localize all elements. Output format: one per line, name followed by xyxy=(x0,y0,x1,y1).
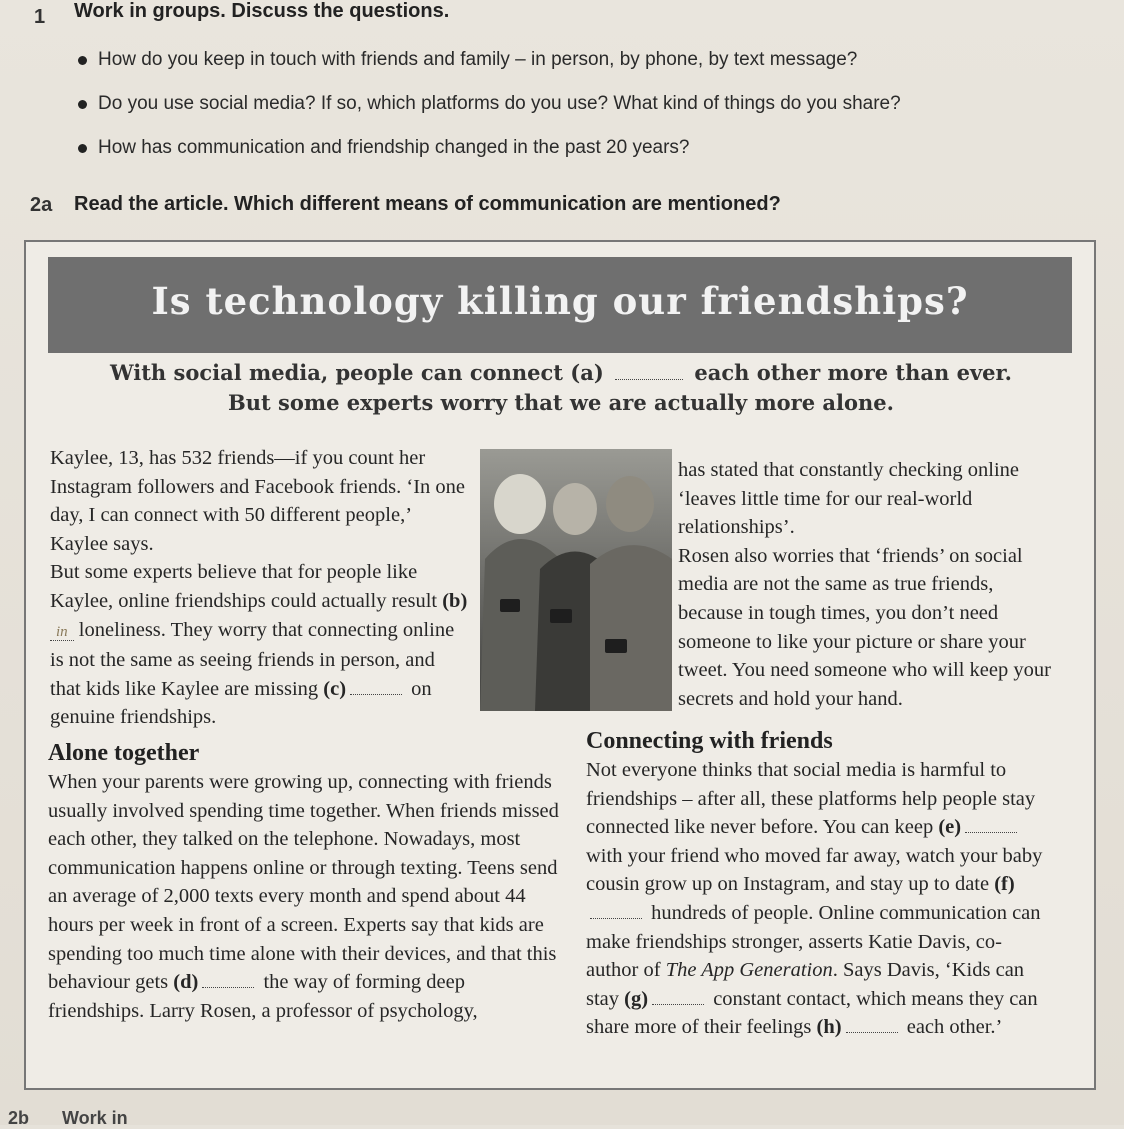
paragraph-text: loneliness. They worry that connecting online is not the same as seeing friends in person, and that kids like Kaylee are missing xyxy=(50,618,455,700)
exercise-2a-title: Read the article. Which different means of communication are mentioned? xyxy=(74,193,781,215)
paragraph-kaylee: Kaylee, 13, has 532 friends—if you count her Instagram followers and Facebook friends. ‘In one day, I can connect with 50 different people,’ Kaylee says. xyxy=(50,447,465,555)
column-left-intro xyxy=(50,444,470,732)
section-alone-together xyxy=(48,738,560,1025)
gap-f-label: (f) xyxy=(994,873,1015,896)
article-banner xyxy=(48,257,1072,353)
exercise-2b-title: Work in xyxy=(62,1108,128,1128)
discussion-questions xyxy=(78,40,978,172)
gap-h-blank[interactable] xyxy=(846,1031,898,1033)
paragraph-text: Not everyone thinks that social media is harmful to friendships – after all, these platforms help people stay connected like never before. You can keep xyxy=(586,759,1036,839)
paragraph-alone-together xyxy=(48,768,560,1025)
gap-g-label: (g) xyxy=(624,987,649,1010)
gap-a-blank[interactable] xyxy=(615,378,683,380)
gap-e-blank[interactable] xyxy=(965,831,1017,833)
question-item: How do you keep in touch with friends and family – in person, by phone, by text message? xyxy=(78,40,978,84)
article-subtitle-line-2: But some experts worry that we are actually more alone. xyxy=(228,390,894,415)
gap-d-blank[interactable] xyxy=(202,986,254,988)
teens-on-phones-photo xyxy=(480,449,672,711)
exercise-2b-number: 2b xyxy=(8,1108,30,1128)
exercise-1-number: 1 xyxy=(34,6,46,28)
paragraph-text: But some experts believe that for people like Kaylee, online friendships could actually result xyxy=(50,561,438,612)
gap-h-label: (h) xyxy=(816,1016,842,1039)
heading-alone-together: Alone together xyxy=(48,740,200,766)
paragraph-text: the way of forming deep friendships. Larry Rosen, a professor of psychology, xyxy=(48,971,478,1022)
gap-c-label: (c) xyxy=(323,677,347,700)
paragraph-text: constant contact, which means they can share more of their feelings xyxy=(586,987,1038,1039)
paragraph-connecting xyxy=(586,756,1050,1042)
paragraph-text: on genuine friendships. xyxy=(50,677,432,729)
paragraph-text: with your friend who moved far away, watch your baby cousin grow up on Instagram, and stay up to date xyxy=(586,844,1043,896)
paragraph-text: When your parents were growing up, connecting with friends usually involved spending time together. When friends missed each other, they talked on the telephone. Nowadays, most communication happens online or through texting. Teens send an average of 2,000 texts every month and spend about 44 hours per week in front of a screen. Experts say that kids are spending too much time alone with their devices, and that this behaviour gets xyxy=(48,771,559,994)
article-title: Is technology killing our friendships? xyxy=(151,279,969,323)
paragraph-experts xyxy=(50,558,470,732)
article-subtitle-line-1 xyxy=(86,360,1036,385)
subtitle-text: With social media, people can connect (a) xyxy=(110,360,604,385)
paragraph-text: each other.’ xyxy=(906,1016,1003,1039)
heading-connecting-with-friends: Connecting with friends xyxy=(586,728,833,754)
book-title: The App Generation xyxy=(665,959,833,982)
gap-c-blank[interactable] xyxy=(350,693,402,695)
gap-f-blank[interactable] xyxy=(590,917,642,919)
paragraph-text: . Says Davis, ‘Kids can stay xyxy=(586,959,1025,1010)
column-right-rosen xyxy=(678,456,1058,713)
gap-b-label: (b) xyxy=(442,589,468,612)
gap-g-blank[interactable] xyxy=(652,1003,704,1005)
section-connecting xyxy=(586,726,1050,1042)
paragraph-rosen-quote: has stated that constantly checking online ‘leaves little time for our real-world relationships’. xyxy=(678,459,1020,539)
photo-illustration xyxy=(480,449,672,711)
gap-e-label: (e) xyxy=(938,816,962,839)
paragraph-rosen-worries: Rosen also worries that ‘friends’ on social media are not the same as true friends, because in tough times, you don’t need someone to like your picture or share your tweet. You need someone who will keep your secrets and hold your hand. xyxy=(678,544,1051,710)
exercise-2a-number: 2a xyxy=(30,194,53,216)
question-item: How has communication and friendship changed in the past 20 years? xyxy=(78,128,978,172)
paragraph-text: hundreds of people. Online communication can make friendships stronger, asserts Katie Davis, co-author of xyxy=(586,901,1041,982)
article-box xyxy=(24,240,1096,1090)
gap-b-handwritten-answer[interactable]: in xyxy=(50,624,74,641)
exercise-1-title: Work in groups. Discuss the questions. xyxy=(74,0,450,22)
subtitle-text: each other more than ever. xyxy=(694,360,1012,385)
question-item: Do you use social media? If so, which platforms do you use? What kind of things do you share? xyxy=(78,84,978,128)
gap-d-label: (d) xyxy=(173,971,199,994)
